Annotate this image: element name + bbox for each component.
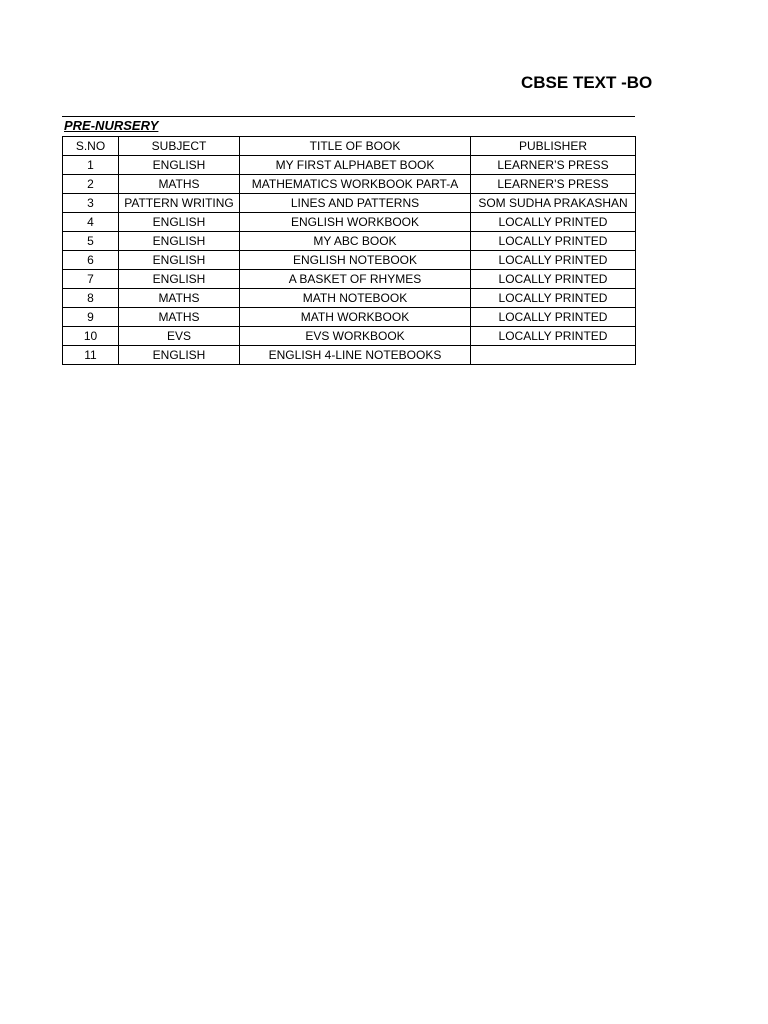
table-header-row [63, 137, 636, 156]
cell-subject: ENGLISH [119, 251, 240, 270]
table-row [63, 251, 636, 270]
page-title: CBSE TEXT -BO [521, 73, 653, 92]
cell-sno: 9 [63, 308, 119, 327]
cell-sno: 11 [63, 346, 119, 365]
cell-subject: PATTERN WRITING [119, 194, 240, 213]
cell-subject: MATHS [119, 175, 240, 194]
cell-title: MATH NOTEBOOK [240, 289, 471, 308]
table-row [63, 327, 636, 346]
cell-sno: 8 [63, 289, 119, 308]
header-subject: SUBJECT [119, 137, 240, 156]
cell-publisher: LEARNER’S PRESS [471, 175, 636, 194]
cell-title: ENGLISH WORKBOOK [240, 213, 471, 232]
cell-publisher: LOCALLY PRINTED [471, 270, 636, 289]
cell-subject: ENGLISH [119, 232, 240, 251]
book-list-table [62, 136, 636, 365]
cell-publisher: SOM SUDHA PRAKASHAN [471, 194, 636, 213]
header-publisher: PUBLISHER [471, 137, 636, 156]
cell-publisher: LOCALLY PRINTED [471, 232, 636, 251]
cell-title: ENGLISH NOTEBOOK [240, 251, 471, 270]
cell-title: ENGLISH 4-LINE NOTEBOOKS [240, 346, 471, 365]
cell-subject: ENGLISH [119, 346, 240, 365]
table-row [63, 232, 636, 251]
cell-title: MATHEMATICS WORKBOOK PART-A [240, 175, 471, 194]
cell-publisher: LOCALLY PRINTED [471, 327, 636, 346]
cell-sno: 7 [63, 270, 119, 289]
cell-title: LINES AND PATTERNS [240, 194, 471, 213]
cell-publisher: LOCALLY PRINTED [471, 308, 636, 327]
cell-publisher [471, 346, 636, 365]
cell-subject: ENGLISH [119, 270, 240, 289]
cell-publisher: LOCALLY PRINTED [471, 251, 636, 270]
cell-subject: ENGLISH [119, 213, 240, 232]
table-row [63, 213, 636, 232]
cell-title: MY ABC BOOK [240, 232, 471, 251]
cell-sno: 10 [63, 327, 119, 346]
cell-title: EVS WORKBOOK [240, 327, 471, 346]
cell-title: MY FIRST ALPHABET BOOK [240, 156, 471, 175]
table-row [63, 308, 636, 327]
table-row [63, 270, 636, 289]
cell-title: MATH WORKBOOK [240, 308, 471, 327]
cell-subject: EVS [119, 327, 240, 346]
cell-publisher: LEARNER’S PRESS [471, 156, 636, 175]
header-sno: S.NO [63, 137, 119, 156]
cell-sno: 6 [63, 251, 119, 270]
table-row [63, 346, 636, 365]
cell-sno: 5 [63, 232, 119, 251]
cell-subject: ENGLISH [119, 156, 240, 175]
section-heading: PRE-NURSERY [64, 118, 159, 133]
cell-title: A BASKET OF RHYMES [240, 270, 471, 289]
table-row [63, 175, 636, 194]
cell-sno: 3 [63, 194, 119, 213]
cell-sno: 4 [63, 213, 119, 232]
table-row [63, 289, 636, 308]
cell-sno: 1 [63, 156, 119, 175]
cell-sno: 2 [63, 175, 119, 194]
cell-publisher: LOCALLY PRINTED [471, 289, 636, 308]
cell-subject: MATHS [119, 289, 240, 308]
table-row [63, 156, 636, 175]
table-row [63, 194, 636, 213]
cell-subject: MATHS [119, 308, 240, 327]
cell-publisher: LOCALLY PRINTED [471, 213, 636, 232]
header-title-of-book: TITLE OF BOOK [240, 137, 471, 156]
